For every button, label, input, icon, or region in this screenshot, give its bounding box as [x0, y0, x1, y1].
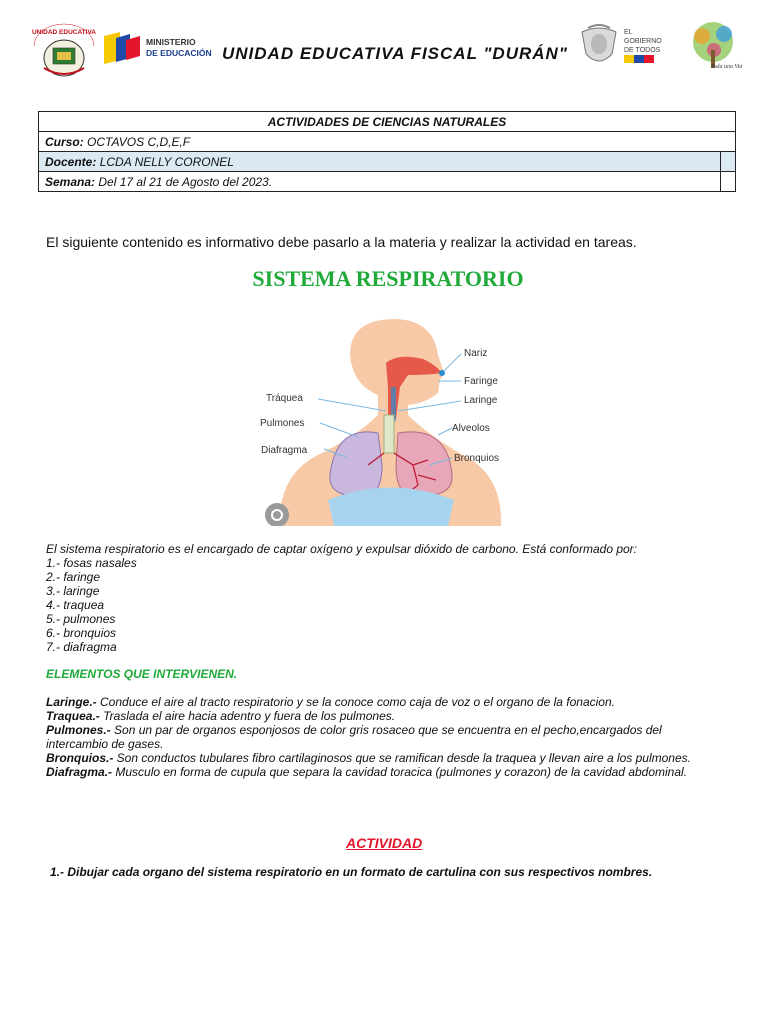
main-title: SISTEMA RESPIRATORIO: [252, 266, 524, 291]
gov-flag-stripe-icon: [624, 55, 654, 63]
week-row: [39, 172, 721, 192]
label-traquea: Tráquea: [266, 393, 303, 404]
gov-line3: DE TODOS: [624, 47, 661, 54]
teacher-label: Docente:: [45, 154, 97, 169]
definition-term: Diafragma.-: [46, 765, 113, 779]
respiratory-system-diagram: [258, 315, 523, 526]
definition-term: Pulmones.-: [46, 723, 111, 737]
label-faringe: Faringe: [464, 376, 498, 387]
label-alveolos: Alveolos: [452, 423, 490, 434]
teacher-value: LCDA NELLY CORONEL: [99, 154, 234, 169]
label-pulmones: Pulmones: [260, 418, 305, 429]
list-item: 1.- fosas nasales: [46, 556, 137, 570]
definition-text: Musculo en forma de cupula que separa la cavidad toracica (pulmones y corazon) de la cavidad abdominal.: [112, 765, 688, 779]
ministry-logo: [102, 30, 217, 66]
ministry-line2: DE EDUCACIÓN: [146, 48, 212, 58]
definition-bronquios: [46, 751, 726, 765]
definition-text: Traslada el aire hacia adentro y fuera de los pulmones.: [99, 709, 396, 723]
school-logo-text: UNIDAD EDUCATIVA: [31, 29, 97, 36]
label-diafragma: Diafragma: [261, 445, 308, 456]
definitions-block: [46, 695, 726, 779]
list-item: 2.- faringe: [46, 570, 101, 584]
list-item: 4.- traquea: [46, 598, 105, 612]
course-label: Curso:: [45, 134, 84, 149]
elements-heading: ELEMENTOS QUE INTERVIENEN.: [46, 667, 238, 681]
label-bronquios: Bronquios: [454, 453, 500, 464]
description-block: [46, 542, 726, 654]
ecuador-shield-icon: [578, 24, 620, 70]
week-value: Del 17 al 21 de Agosto del 2023.: [98, 174, 273, 189]
activity-title: ACTIVIDAD: [346, 835, 423, 851]
activity-item: 1.- Dibujar cada organo del sistema respiratorio en un formato de cartulina con sus respectivos nombres.: [50, 865, 653, 879]
ministry-line1: MINISTERIO: [146, 37, 196, 47]
definition-term: Bronquios.-: [46, 751, 114, 765]
label-nariz: Nariz: [464, 348, 488, 359]
course-value: OCTAVOS C,D,E,F: [87, 134, 191, 149]
table-side-cell: [721, 152, 736, 172]
definition-pulmones: [46, 723, 726, 751]
tree-logo-text: Toda una Vida: [710, 64, 742, 70]
week-label: Semana:: [45, 174, 96, 189]
definition-text: Conduce el aire al tracto respiratorio y se la conoce como caja de voz o el organo de la fonacion.: [96, 695, 615, 709]
toda-una-vida-tree-logo: [684, 20, 742, 74]
course-info-table: [38, 111, 736, 192]
definition-traquea: [46, 709, 726, 723]
definition-term: Traquea.-: [46, 709, 100, 723]
table-side-cell: [721, 172, 736, 192]
description-text: El sistema respiratorio es el encargado de captar oxígeno y expulsar dióxido de carbono. Está conformado por:: [46, 542, 637, 556]
list-item: 6.- bronquios: [46, 626, 117, 640]
school-logo: [26, 22, 102, 80]
definition-laringe: [46, 695, 726, 709]
definition-text: Son un par de organos esponjosos de color gris rosaceo que se encuentra en el pecho,encargados del intercambio de gases.: [46, 723, 662, 751]
school-title: UNIDAD EDUCATIVA FISCAL "DURÁN": [222, 44, 568, 63]
list-item: 3.- laringe: [46, 584, 100, 598]
definition-term: Laringe.-: [46, 695, 97, 709]
intro-text: El siguiente contenido es informativo debe pasarlo a la materia y realizar la actividad en tareas.: [46, 234, 637, 250]
camera-lens-icon: [265, 503, 289, 526]
list-item: 5.- pulmones: [46, 612, 116, 626]
government-logo-text: [624, 28, 662, 66]
definition-text: Son conductos tubulares fibro cartilaginosos que se ramifican desde la traquea y llevan aire a los pulmones.: [113, 751, 691, 765]
list-item: 7.- diafragma: [46, 640, 117, 654]
course-row: [39, 132, 736, 152]
gov-line1: EL: [624, 29, 633, 36]
definition-diafragma: [46, 765, 726, 779]
label-laringe: Laringe: [464, 395, 498, 406]
table-title: ACTIVIDADES DE CIENCIAS NATURALES: [39, 112, 736, 132]
teacher-row: [39, 152, 721, 172]
gov-line2: GOBIERNO: [624, 38, 662, 45]
